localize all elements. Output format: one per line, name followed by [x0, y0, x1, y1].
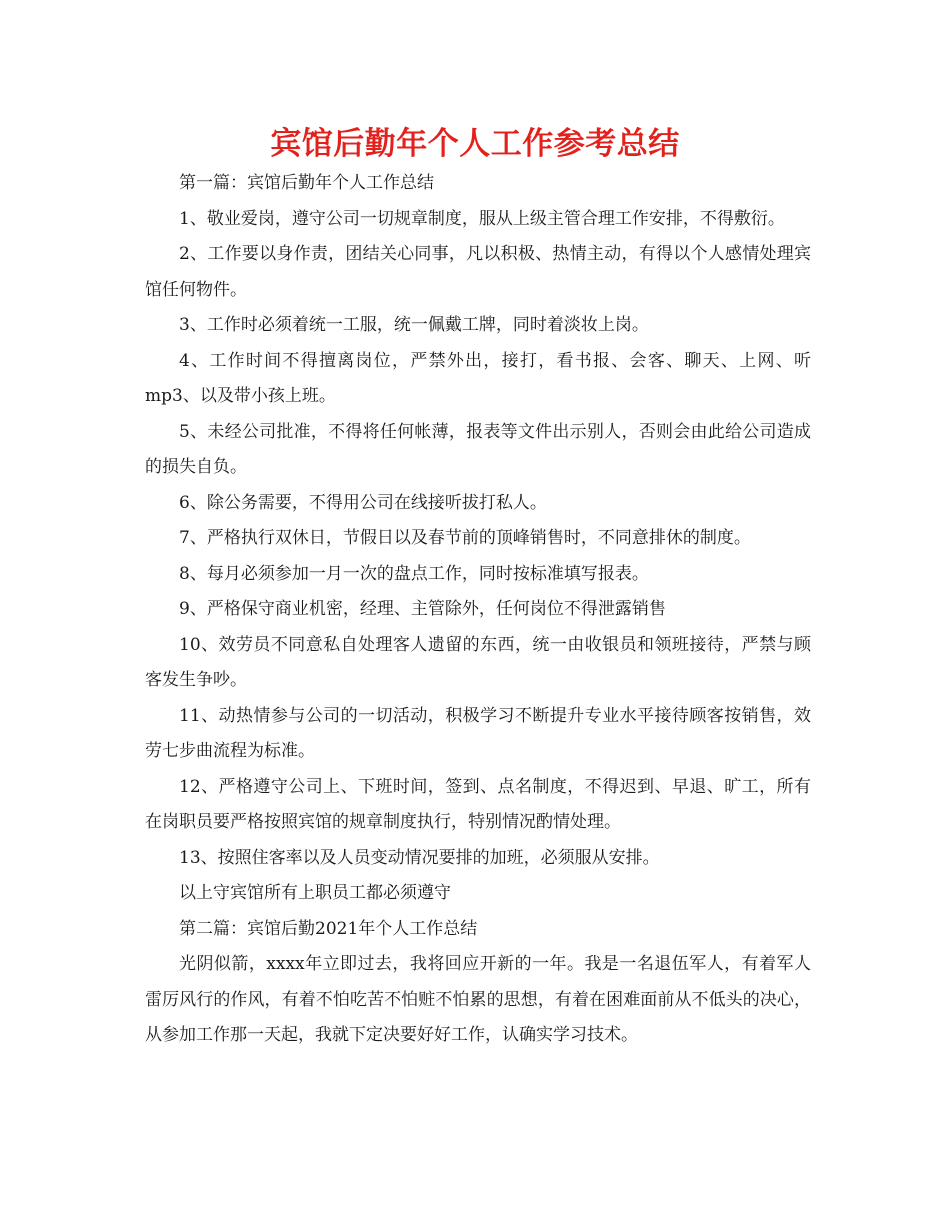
paragraph: 光阴似箭，xxxx年立即过去，我将回应开新的一年。我是一名退伍军人，有着军人雷厉风行的作风，有着不怕吃苦不怕赃不怕累的思想，有着在困难面前从不低头的决心，从参加工作那一天起，我就下定决要好好工作，认确实学习技术。: [145, 954, 811, 1045]
paragraph: 5、未经公司批准，不得将任何帐薄，报表等文件出示别人，否则会由此给公司造成的损失自负。: [145, 421, 811, 477]
paragraph: 11、动热情参与公司的一切活动，积极学习不断提升专业水平接待顾客按销售，效劳七步曲流程为标准。: [145, 705, 811, 761]
document-body: [145, 166, 811, 1054]
paragraph: 7、严格执行双休日，节假日以及春节前的顶峰销售时，不同意排休的制度。: [179, 528, 751, 548]
section-heading-1: 第一篇：宾馆后勤年个人工作总结: [179, 173, 434, 193]
paragraph: 13、按照住客率以及人员变动情况要排的加班，必须服从安排。: [179, 847, 660, 868]
paragraph: 3、工作时必须着统一工服，统一佩戴工牌，同时着淡妆上岗。: [179, 315, 649, 335]
paragraph: 10、效劳员不同意私自处理客人遗留的东西，统一由收银员和领班接待，严禁与顾客发生争吵。: [145, 634, 811, 690]
document-title: 宾馆后勤年个人工作参考总结: [270, 126, 680, 162]
paragraph: 8、每月必须参加一月一次的盘点工作，同时按标准填写报表。: [179, 563, 649, 584]
paragraph: 9、严格保守商业机密，经理、主管除外，任何岗位不得泄露销售: [179, 599, 666, 619]
paragraph: 1、敬业爱岗，遵守公司一切规章制度，服从上级主管合理工作安排，不得敷衍。: [179, 208, 785, 229]
section-heading-2: 第二篇：宾馆后勤2021年个人工作总结: [179, 918, 478, 939]
paragraph: 4、工作时间不得擅离岗位，严禁外出，接打，看书报、会客、聊天、上网、听mp3、以及带小孩上班。: [145, 350, 811, 406]
paragraph: 以上守宾馆所有上职员工都必须遵守: [179, 883, 451, 903]
paragraph: 2、工作要以身作责，团结关心同事，凡以积极、热情主动，有得以个人感情处理宾馆任何物件。: [145, 244, 811, 300]
paragraph: 6、除公务需要，不得用公司在线接听拔打私人。: [179, 492, 547, 513]
paragraph: 12、严格遵守公司上、下班时间，签到、点名制度，不得迟到、早退、旷工，所有在岗职员要严格按照宾馆的规章制度执行，特别情况酌情处理。: [145, 776, 811, 832]
